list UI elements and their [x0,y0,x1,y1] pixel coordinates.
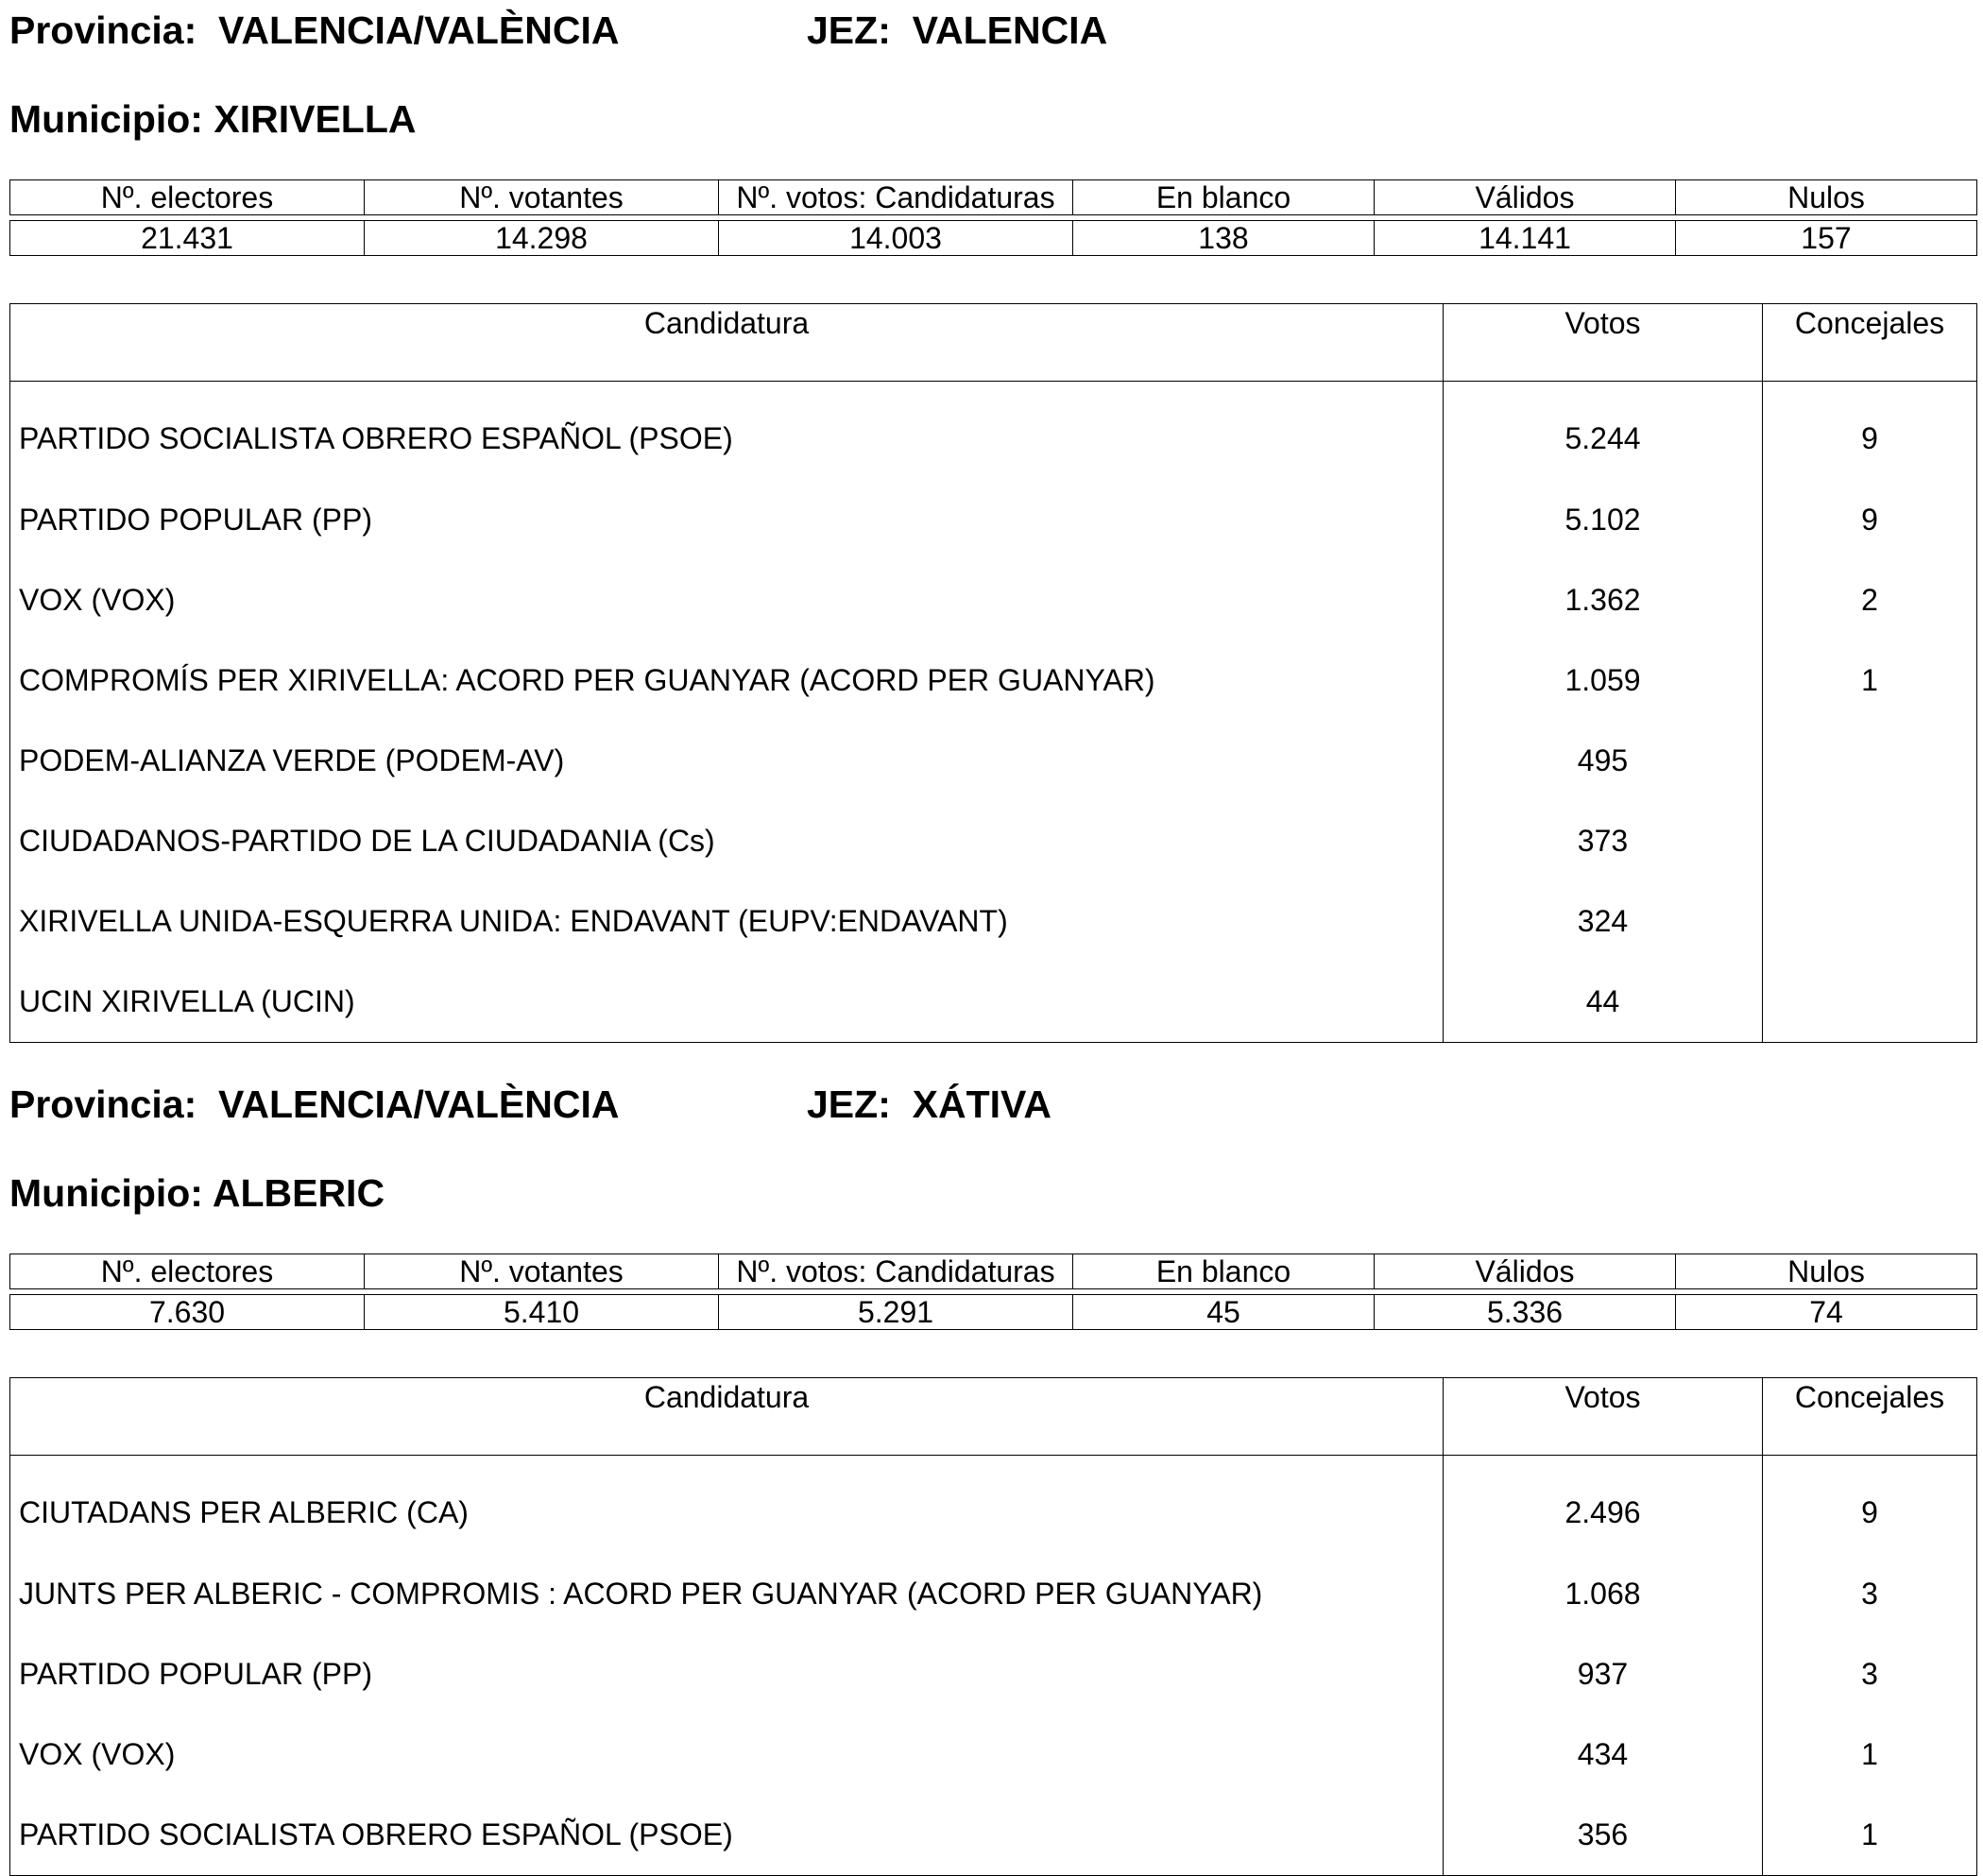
concejales-header: Concejales [1763,1378,1977,1456]
candidate-row [10,721,1977,801]
municipio-section-alberic [9,1074,1976,1866]
provincia-label: Provincia: [9,1083,197,1126]
summary-header-cell: Nº. electores [10,1254,365,1289]
candidate-concejales: 9 [1763,480,1977,560]
candidate-name: PARTIDO POPULAR (PP) [10,1634,1444,1714]
summary-header-cell: Nº. votos: Candidaturas [719,1254,1073,1289]
candidates-header-row [10,1378,1977,1456]
candidate-concejales: 9 [1763,1456,1977,1554]
candidate-votos: 937 [1444,1634,1763,1714]
candidate-concejales: 1 [1763,1795,1977,1876]
summary-header-cell: Nulos [1676,180,1977,215]
provincia-heading [9,8,619,53]
candidate-votos: 495 [1444,721,1763,801]
candidate-name: PODEM-ALIANZA VERDE (PODEM-AV) [10,721,1444,801]
summary-header-cell: Nº. votantes [365,1254,719,1289]
candidate-concejales [1763,721,1977,801]
candidate-name: CIUDADANOS-PARTIDO DE LA CIUDADANIA (Cs) [10,801,1444,881]
candidate-concejales: 1 [1763,640,1977,721]
municipio-heading [9,96,417,142]
votos-header: Votos [1444,1378,1763,1456]
electores-value: 21.431 [10,221,365,256]
candidate-row [10,962,1977,1043]
summary-header-cell: Nº. votos: Candidaturas [719,180,1073,215]
candidate-row [10,382,1977,480]
en-blanco-value: 138 [1073,221,1375,256]
municipio-heading [9,1170,385,1216]
concejales-header: Concejales [1763,304,1977,382]
candidate-concejales: 3 [1763,1554,1977,1634]
candidate-votos: 324 [1444,881,1763,962]
summary-header-cell: Nulos [1676,1254,1977,1289]
candidate-votos: 1.068 [1444,1554,1763,1634]
candidate-row [10,1554,1977,1634]
candidate-concejales: 1 [1763,1714,1977,1795]
candidate-name: PARTIDO SOCIALISTA OBRERO ESPAÑOL (PSOE) [10,1795,1444,1876]
candidate-name: PARTIDO POPULAR (PP) [10,480,1444,560]
candidatura-header: Candidatura [10,304,1444,382]
candidates-table [9,303,1977,1043]
nulos-value: 74 [1676,1295,1977,1330]
jez-heading [807,1082,1051,1127]
candidate-row [10,480,1977,560]
votantes-value: 14.298 [365,221,719,256]
summary-header-cell: Nº. electores [10,180,365,215]
summary-value-row [10,1295,1977,1330]
votos-candidaturas-value: 5.291 [719,1295,1073,1330]
candidate-name: UCIN XIRIVELLA (UCIN) [10,962,1444,1043]
candidates-table [9,1377,1977,1876]
provincia-label: Provincia: [9,9,197,52]
candidate-row [10,801,1977,881]
candidate-concejales [1763,801,1977,881]
candidate-concejales [1763,881,1977,962]
electores-value: 7.630 [10,1295,365,1330]
jez-value: VALENCIA [912,9,1108,52]
municipio-label: Municipio: [9,97,203,141]
candidate-votos: 5.244 [1444,382,1763,480]
candidate-row [10,1456,1977,1554]
candidate-row [10,1795,1977,1876]
candidate-votos: 2.496 [1444,1456,1763,1554]
candidate-row [10,560,1977,640]
validos-value: 14.141 [1375,221,1676,256]
candidate-row [10,881,1977,962]
municipio-section-xirivella [9,0,1976,1039]
candidate-name: XIRIVELLA UNIDA-ESQUERRA UNIDA: ENDAVANT (EUPV:ENDAVANT) [10,881,1444,962]
en-blanco-value: 45 [1073,1295,1375,1330]
votantes-value: 5.410 [365,1295,719,1330]
candidate-name: JUNTS PER ALBERIC - COMPROMIS : ACORD PER GUANYAR (ACORD PER GUANYAR) [10,1554,1444,1634]
summary-header-cell: En blanco [1073,1254,1375,1289]
votos-header: Votos [1444,304,1763,382]
candidate-votos: 1.362 [1444,560,1763,640]
summary-table [9,179,1977,256]
provincia-value: VALENCIA/VALÈNCIA [218,9,620,52]
candidate-row [10,1714,1977,1795]
summary-value-row [10,221,1977,256]
votos-candidaturas-value: 14.003 [719,221,1073,256]
candidate-name: PARTIDO SOCIALISTA OBRERO ESPAÑOL (PSOE) [10,382,1444,480]
jez-value: XÁTIVA [912,1083,1051,1126]
candidate-name: VOX (VOX) [10,1714,1444,1795]
candidate-votos: 5.102 [1444,480,1763,560]
candidate-concejales: 3 [1763,1634,1977,1714]
candidate-row [10,640,1977,721]
candidate-concejales: 9 [1763,382,1977,480]
candidate-votos: 373 [1444,801,1763,881]
municipio-value: ALBERIC [212,1171,385,1215]
candidate-concejales: 2 [1763,560,1977,640]
candidate-votos: 356 [1444,1795,1763,1876]
summary-header-cell: En blanco [1073,180,1375,215]
summary-header-row [10,1254,1977,1289]
candidatura-header: Candidatura [10,1378,1444,1456]
jez-label: JEZ: [807,1083,891,1126]
summary-header-cell: Válidos [1375,180,1676,215]
candidate-name: VOX (VOX) [10,560,1444,640]
candidate-name: COMPROMÍS PER XIRIVELLA: ACORD PER GUANYAR (ACORD PER GUANYAR) [10,640,1444,721]
nulos-value: 157 [1676,221,1977,256]
validos-value: 5.336 [1375,1295,1676,1330]
candidate-votos: 1.059 [1444,640,1763,721]
candidate-name: CIUTADANS PER ALBERIC (CA) [10,1456,1444,1554]
summary-table [9,1254,1977,1330]
jez-heading [807,8,1107,53]
provincia-heading [9,1082,619,1127]
candidate-row [10,1634,1977,1714]
summary-header-cell: Nº. votantes [365,180,719,215]
municipio-value: XIRIVELLA [214,97,417,141]
candidates-header-row [10,304,1977,382]
jez-label: JEZ: [807,9,891,52]
summary-header-row [10,180,1977,215]
summary-header-cell: Válidos [1375,1254,1676,1289]
provincia-value: VALENCIA/VALÈNCIA [218,1083,620,1126]
candidate-votos: 44 [1444,962,1763,1043]
municipio-label: Municipio: [9,1171,203,1215]
candidate-concejales [1763,962,1977,1043]
candidate-votos: 434 [1444,1714,1763,1795]
